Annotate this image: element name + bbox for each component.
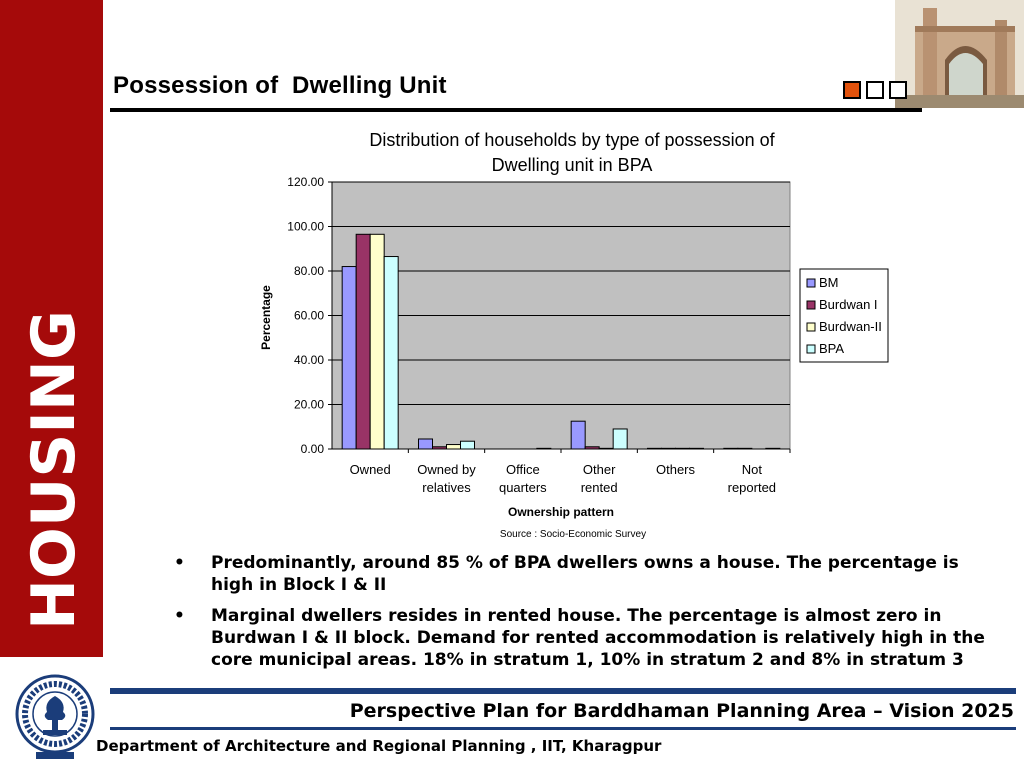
y-axis-label: Percentage	[259, 285, 273, 350]
legend-swatch	[807, 345, 815, 353]
bar	[676, 448, 690, 449]
x-tick-label: Other	[582, 462, 616, 477]
y-tick-label: 40.00	[293, 353, 324, 367]
x-tick-label: quarters	[498, 480, 547, 495]
legend-label: BM	[819, 275, 839, 290]
y-tick-label: 0.00	[300, 442, 324, 456]
slide-nav	[843, 81, 907, 101]
title-rule	[110, 108, 922, 112]
bar	[419, 439, 433, 449]
sidebar-label-text: HOUSING	[19, 315, 89, 630]
x-tick-label: reported	[727, 480, 777, 495]
bar	[690, 448, 704, 449]
x-axis-label: Ownership pattern	[507, 505, 615, 519]
bar	[738, 448, 752, 449]
legend-swatch	[807, 301, 815, 309]
bar	[648, 448, 662, 449]
bar	[585, 447, 599, 449]
bar	[537, 448, 551, 449]
x-tick-label: Office	[505, 462, 540, 477]
footer-rule	[110, 688, 1016, 694]
bar	[342, 267, 356, 449]
footer-department: Department of Architecture and Regional Planning , IIT, Kharagpur	[96, 737, 662, 755]
x-tick-label: Owned	[349, 462, 391, 477]
bar	[724, 448, 738, 449]
chart-title-line: Distribution of households by type of possession of	[369, 130, 775, 150]
sidebar-band	[0, 0, 103, 657]
bullet-dot: •	[174, 553, 185, 573]
legend-label: BPA	[819, 341, 845, 356]
bullet-text: Predominantly, around 85 % of BPA dwellers owns a house. The percentage is high in Block I & II	[211, 553, 959, 595]
legend-label: Burdwan I	[819, 297, 878, 312]
bar	[384, 257, 398, 449]
bar	[766, 448, 780, 449]
bar	[461, 441, 475, 449]
footer-rule-thin	[110, 727, 1016, 730]
iit-logo	[14, 672, 96, 762]
bar	[356, 234, 370, 449]
y-tick-label: 120.00	[287, 175, 324, 189]
bullet-dot: •	[174, 606, 185, 626]
bullet-item	[174, 552, 994, 596]
bar	[447, 445, 461, 449]
y-tick-label: 60.00	[293, 308, 324, 323]
x-tick-label: relatives	[422, 480, 471, 495]
nav-square-2[interactable]	[866, 81, 884, 99]
x-tick-label: Owned by	[417, 462, 476, 477]
chart-title-line: Dwelling unit in BPA	[491, 155, 653, 175]
y-tick-label: 20.00	[293, 397, 324, 412]
legend-swatch	[807, 323, 815, 331]
x-tick-label: Others	[655, 462, 696, 477]
bar	[613, 429, 627, 449]
bullet-item	[174, 605, 994, 671]
chart-svg	[250, 124, 900, 544]
bullet-list	[174, 552, 994, 680]
bullet-text: Marginal dwellers resides in rented house. The percentage is almost zero in Burdwan I & II block. Demand for rented accommodation is relatively high in the core municipal areas. 18% in stratum 1, 10% in stratum 2 and 8% in stratum 3	[211, 606, 985, 670]
bar	[662, 448, 676, 449]
sidebar-label	[4, 300, 104, 640]
x-tick-label: Not	[741, 462, 762, 477]
legend-swatch	[807, 279, 815, 287]
chart	[250, 124, 900, 544]
footer-title: Perspective Plan for Barddhaman Planning Area – Vision 2025	[349, 700, 1014, 722]
chart-source: Source : Socio-Economic Survey	[499, 529, 647, 540]
bar	[571, 421, 585, 449]
nav-square-1[interactable]	[843, 81, 861, 99]
y-tick-label: 80.00	[293, 264, 324, 278]
slide-title: Possession of Dwelling Unit	[113, 72, 447, 99]
y-tick-label: 100.00	[287, 219, 324, 234]
bar	[433, 447, 447, 449]
bar	[599, 448, 613, 449]
bar	[370, 234, 384, 449]
legend-label: Burdwan-II	[819, 319, 882, 334]
x-tick-label: rented	[580, 480, 618, 495]
building-photo	[895, 0, 1024, 108]
nav-square-3[interactable]	[889, 81, 907, 99]
